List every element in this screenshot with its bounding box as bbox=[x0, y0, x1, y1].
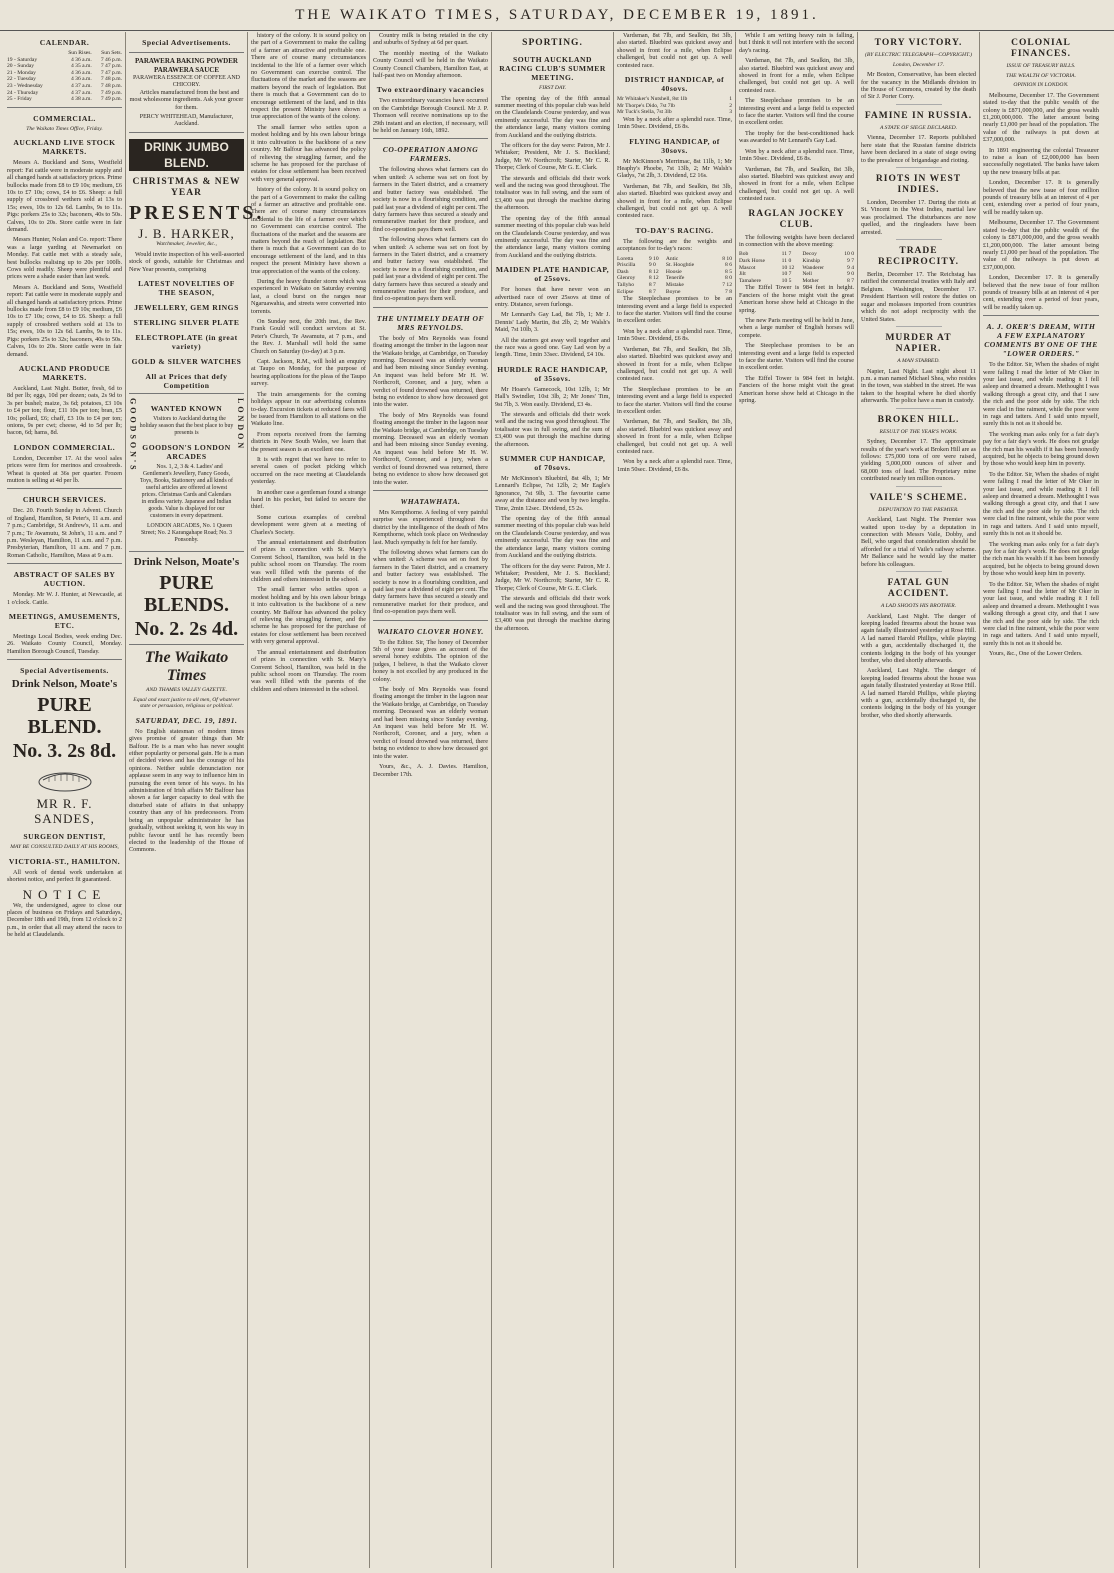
columns bbox=[4, 32, 1110, 1568]
murder-sub: A MAN STABBED. bbox=[897, 357, 940, 364]
stock-paragraph: Messrs A. Buckland and Sons, Westfield report: Fat cattle were in moderate supply and all changed hands at satisfactory prices. Prime bullocks made from £8 to £9 10s; medium, £6 10s to £7 10s; cows, £4 to £6. Sheep: a full supply of crossbred wethers sold at 13s to 15s; ewes, 10s to 12s 6d. Lambs, 9s to 11s. Pigs: porkers 25s to 32s; baconers, 40s to 50s. Calves, 10s to 20s. Store cattle were in fair demand. bbox=[7, 159, 122, 233]
abstract-paragraph: Monday. Mr W. J. Hunter, at Newcastle, at 1 o'clock. Cattle. bbox=[7, 591, 122, 606]
acceptances-heading: TO-DAY'S RACING. bbox=[635, 225, 714, 235]
nelson-ad-line-3: No. 3. 2s 8d. bbox=[12, 740, 117, 763]
divider bbox=[896, 486, 942, 487]
murder-paragraph: Napier, Last Night. Last night about 11 p.m. a man named Michael Shea, who resides in the town, was stabbed in the street. He was taken to the hospital where he died shortly afterwards. The police have a man in custody. bbox=[861, 367, 976, 405]
colonial-paragraph-3: London, December 17. It is generally believed that the new issue of four million pounds of treasury bills at an interest of 4 per cent, extending over a period of four years, will be readily taken up. bbox=[983, 179, 1099, 216]
result-row: Mr Tuck's Stella, 7st 3lb 3 bbox=[617, 109, 732, 116]
harker-name: J. B. HARKER, bbox=[138, 226, 235, 242]
stock-paragraph-repeat: Messrs A. Buckland and Sons, Westfield report: Fat cattle were in moderate supply and all changed hands at satisfactory prices. Prime bullocks made from £8 to £9 10s; medium, £6 10s to £7 10s; cows, £4 to £6. Sheep: a full supply of crossbred wethers sold at 13s to 15s; ewes, 10s to 12s 6d. Lambs, 9s to 11s. Pigs: porkers 25s to 32s; baconers, 40s to 50s. Calves, 10s to 20s. Store cattle were in fair demand. bbox=[7, 283, 122, 358]
riots-heading: RIOTS IN WEST INDIES. bbox=[875, 174, 962, 196]
vaile-heading: VAILE'S SCHEME. bbox=[869, 492, 968, 503]
weights-row: Dash 8 12 Hoosie 8 5 bbox=[617, 268, 732, 275]
sporting-paragraph: The stewards and officials did their work well and the racing was good throughout. The totalisator was in full swing, and the sum of £3,400 was put through the machine during the afternoon. bbox=[495, 411, 610, 448]
vaile-sub: DEPUTATION TO THE PREMIER. bbox=[878, 506, 959, 513]
hurdle-heading: HURDLE RACE HANDICAP, of 35sovs. bbox=[497, 364, 608, 383]
divider bbox=[896, 326, 942, 327]
broken-hill-paragraph: Sydney, December 17. The approximate results of the year's work at Broken Hill are as follows: £75,000 tons of ore were raised, yielding 5,000,000 ounces of silver and 68,000 tons of lead. The Proprietary mine contributed nearly ten million ounces. bbox=[861, 438, 976, 483]
dream-heading: A. J. OKER'S DREAM, WITH A FEW EXPLANATORY COMMENTS BY ONE OF THE "LOWER ORDERS." bbox=[984, 322, 1098, 359]
goodsons-heading: GOODSON'S LONDON ARCADES bbox=[142, 443, 231, 462]
gun-accident-paragraph: Auckland, Last Night. The danger of keeping loaded firearms about the house was again fatally illustrated yesterday at Rose Hill. A lad named Harold Phillips, while playing with a gun, accidentally discharged it, the contents lodging in the body of his younger brother, who died shortly afterwards. bbox=[861, 612, 976, 665]
abstract-heading: ABSTRACT OF SALES BY AUCTION. bbox=[13, 570, 116, 589]
race-paragraph: The Steeplechase promises to be an interesting event and a large field is expected to face the starter. Visitors will find the course in excellent order. bbox=[617, 385, 732, 415]
raglan-row: Mascot 10 12 Wanderer 9 4 bbox=[739, 264, 854, 271]
divider bbox=[129, 644, 244, 645]
produce-paragraph: Auckland, Last Night. Butter, fresh, 6d to 8d per lb; eggs, 10d per dozen; oats, 2s 9d to 3s per bushel; maize, 3s 6d; potatoes, £3 10s to £4 per ton; flour, £11 10s per ton; bran, £5 10s; pollard, £6; chaff, £3 10s to £4 per ton; onions, 9s per cwt; cheese, 4d to 5d per lb; bacon, 6d; hams, 8d. bbox=[7, 384, 122, 437]
church-paragraph: Dec. 20. Fourth Sunday in Advent. Church of England, Hamilton, St Peter's, 11 a.m. and 7 p.m.; Cambridge, St Andrew's, 11 a.m. and 7 p.m.; Te Awamutu, St John's, 11 a.m. and 7 p.m. Wesleyan, Hamilton, 11 a.m. and 7 p.m. Presbyterian, Hamilton, 11 a.m. and 7 p.m. Roman Catholic, Hamilton, Mass at 9 a.m. bbox=[7, 507, 122, 559]
maiden-heading: MAIDEN PLATE HANDICAP, of 25sovs. bbox=[495, 265, 610, 284]
flying-heading: FLYING HANDICAP, of 30sovs. bbox=[629, 136, 720, 155]
goodsons-vertical-left: GOODSON'S bbox=[128, 398, 138, 473]
race-paragraph: The Eiffel Tower is 984 feet in height. Fanciers of the horse might visit the great American horse show held at Chicago in the spring. bbox=[739, 284, 854, 314]
dream-paragraph-2: The working man asks only for a fair day's pay for a fair day's work. He does not grudge the rich man his wealth if it has been honestly acquired, but he objects to being ground down by those who would keep him in poverty. bbox=[983, 430, 1099, 468]
race-paragraph: The Steeplechase promises to be an interesting event and a large field is expected to face the starter. Visitors will find the course in excellent order. bbox=[739, 342, 854, 372]
trade-paragraph: Berlin, December 17. The Reichstag has ratified the commercial treaties with Italy and Belgium. Washington, December 17. President Harrison will restore the duties on sugar and molasses imported from countries which do not adopt reciprocity with the United States. bbox=[861, 271, 976, 323]
dream-paragraph-4: The working man asks only for a fair day's pay for a fair day's work. He does not grudge the rich man his wealth if it has been honestly acquired, but he objects to being ground down by those who would keep him in poverty. bbox=[983, 540, 1099, 578]
news-item: In another case a gentleman found a strange hand in his pocket, but failed to secure the thief. bbox=[251, 488, 366, 511]
colonial-paragraph: Melbourne, December 17. The Government stated to-day that the public wealth of the colony is £871,000,000, and the gross wealth £1,200,000,000. The latter amount being nearly £1,000 per head of the population. The value of the railways is put down at £37,000,000. bbox=[983, 91, 1099, 144]
column-4 bbox=[370, 32, 492, 1568]
race-paragraph: Won by a neck after a splendid race. Time, 1min 50sec. Dividend, £6 8s. bbox=[617, 115, 732, 131]
weights-row: Tallyho 8 7 Mistake 7 12 bbox=[617, 282, 732, 289]
news-item: Country milk is being retailed in the city and suburbs of Sydney at 6d per quart. bbox=[373, 32, 488, 47]
district-results-table bbox=[617, 96, 732, 116]
weights-row: Priscilla 9 0 St. Hooghtie 8 6 bbox=[617, 262, 732, 269]
goodsons-body bbox=[136, 398, 236, 547]
race-paragraph: Vardsman, 8st 7lb, and Sealkin, 8st 3lb, also started. Bluebird was quickest away and showed in front for a mile, when Eclipse challenged, but could not get up. A well contested race. bbox=[739, 165, 854, 203]
raglan-text: The following weights have been declared in connection with the above meeting: bbox=[739, 233, 854, 248]
gun-accident-sub: A LAD SHOOTS HIS BROTHER. bbox=[880, 603, 957, 609]
coop-paragraph-2: The following shows what farmers can do when united: A scheme was set on foot by farmers in the Taieri district, and a creamery and butter factory was established. The society is now in a flourishing condition, and paid last year a dividend of eight per cent. The dairy farmers have thus secured a steady and remunerative market for their produce, and find co-operation pays them well. bbox=[373, 236, 489, 303]
news-item: Some curious examples of cerebral development were given at a meeting of Charles's Society. bbox=[251, 513, 366, 536]
weights-row: Loretta 9 10 Antic 8 10 bbox=[617, 255, 732, 262]
stock-heading: AUCKLAND LIVE STOCK MARKETS. bbox=[13, 138, 116, 157]
divider bbox=[7, 488, 122, 489]
colonial-sub: ISSUE OF TREASURY BILLS. bbox=[1006, 63, 1076, 69]
calendar-row: 22 - Tuesday 4 36 a.m. 7 48 p.m. bbox=[7, 76, 122, 83]
race-paragraph: The Eiffel Tower is 984 feet in height. Fanciers of the horse might visit the great American horse show held at Chicago in the spring. bbox=[739, 374, 854, 404]
leader-paragraph: No English statesman of modern times gives promise of greater things than Mr Balfour. He is a man who has never sought either popularity or personal gain. He is a man of decided views and has the courage of his opinions. Neither subtle denunciation nor applause seem in any way to influence him in pursuing the even tenor of his ways. In his administration of Irish affairs Mr Balfour has shown a far larger capacity to deal with the disturbed state of affairs in that unhappy country than any of his predecessors. From being an unpopular administrator he has gradually, without seeking it, won his way in public favour until he has recently been elected to the leadership of the House of Commons. bbox=[129, 727, 244, 854]
riots-paragraph: London, December 17. During the riots at St. Vincent in the West Indies, martial law was proclaimed. The disturbances are now quelled, and the ringleaders have been arrested. bbox=[861, 199, 976, 236]
parawera-text: Articles manufactured from the best and most wholesome ingredients. Ask your grocer for them. bbox=[129, 89, 244, 111]
news-item: The train arrangements for the coming holidays appear in our advertising columns to-day. Excursion tickets at reduced fares will be issued from Hamilton to all stations on the Waikato line. bbox=[251, 390, 366, 428]
raglan-row: Jilt 10 7 Nell 9 0 bbox=[739, 271, 854, 278]
first-day: FIRST DAY. bbox=[538, 85, 567, 91]
divider bbox=[896, 571, 942, 572]
divider bbox=[7, 659, 122, 660]
sporting-paragraph: The officers for the day were: Patron, Mr J. Whitaker; President, Mr J. S. Buckland; Judge, Mr W. Northcroft; Starter, Mr C. R. Thorpe; Clerk of Course, Mr G. E. Clark. bbox=[495, 142, 610, 172]
dream-paragraph-3: To the Editor. Sir, When the shades of night were falling I read the letter of Mr Oker in your last issue, and while reading it I fell asleep and dreamed a dream. Methought I was walking through a great city, and that I saw the rich and the poor side by side. The rich were clad in fine raiment, while the poor were in rags and tatters. And I said unto myself, surely this is not as it should be. bbox=[983, 470, 1099, 538]
death-paragraph-2: The body of Mrs Reynolds was found floating amongst the timber in the lagoon near the Waikato bridge, at Cambridge, on Tuesday morning. Deceased was an elderly woman and had been missing since Sunday evening. An inquest was held before Mr H. W. Northcroft, Coroner, and a jury, when a verdict of found drowned was returned, there being no evidence to show how deceased got into the water. bbox=[373, 411, 488, 486]
produce-heading: AUCKLAND PRODUCE MARKETS. bbox=[18, 363, 111, 382]
london-paragraph: London, December 17. At the wool sales prices were firm for merinos and crossbreds. Wheat is quoted at 36s per quarter. Frozen mutton is selling at 4d per lb. bbox=[7, 454, 122, 484]
column-5 bbox=[492, 32, 614, 1568]
special-ads-heading-2: Special Advertisements. bbox=[142, 38, 231, 47]
calendar-row: 24 - Thursday 4 37 a.m. 7 49 p.m. bbox=[7, 89, 122, 96]
race-paragraph: Won by a neck after a splendid race. Time, 1min 50sec. Dividend, £6 8s. bbox=[617, 458, 732, 473]
sporting-paragraph: The officers for the day were: Patron, Mr J. Whitaker; President, Mr J. S. Buckland; Judge, Mr W. Northcroft; Starter, Mr C. R. Thorpe; Clerk of Course, Mr G. E. Clark. bbox=[495, 562, 610, 592]
weights-table bbox=[617, 256, 732, 296]
divider bbox=[373, 620, 488, 621]
divider bbox=[896, 167, 942, 168]
acceptances-text: The following are the weights and acceptances for to-day's races: bbox=[617, 237, 732, 253]
race-paragraph: While I am writing heavy rain is falling, but I think it will not interfere with the second day's racing. bbox=[739, 32, 854, 54]
whatawhata-paragraph-2: The following shows what farmers can do when united: A scheme was set on foot by farmers in the Taieri district, and a creamery and butter factory was established. The society is now in a flourishing condition, and paid last year a dividend of eight per cent. The dairy farmers have thus secured a steady and remunerative market for their produce, and find co-operation pays them well. bbox=[373, 548, 489, 616]
colonial-paragraph-4: Melbourne, December 17. The Government stated to-day that the public wealth of the colony is £871,000,000, and the gross wealth £1,200,000,000. The latter amount being nearly £1,000 per head of the population. The value of the railways is put down at £37,000,000. bbox=[983, 219, 1099, 271]
divider bbox=[7, 107, 122, 108]
special-ads-heading: Special Advertisements. bbox=[20, 666, 109, 676]
xmas-heading: CHRISTMAS & NEW YEAR bbox=[132, 177, 241, 199]
honey-heading: WAIKATO CLOVER HONEY. bbox=[377, 626, 484, 636]
london-heading: LONDON COMMERCIAL. bbox=[13, 442, 116, 452]
sandes-name: MR R. F. SANDES, bbox=[34, 796, 95, 827]
honey-signature: Yours, &c., A. J. Davies. Hamilton, December 17th. bbox=[373, 763, 488, 778]
column-8 bbox=[858, 32, 980, 1568]
tory-heading: TORY VICTORY. bbox=[874, 38, 963, 48]
divider bbox=[983, 315, 1099, 316]
calendar-row: 21 - Monday 4 36 a.m. 7 47 p.m. bbox=[7, 69, 122, 76]
divider bbox=[7, 563, 122, 564]
stock-paragraph-2: Messrs Hunter, Nolan and Co. report: There was a large yarding at Newmarket on Monday. Fat cattle met with a steady sale, best bullocks realising up to 20s per 100lb. Cows sold readily. Sheep were plentiful and prices were a shade easier than last week. bbox=[7, 236, 122, 281]
summer-cup-result: Mr McKinnon's Bluebird, 8st 4lb, 1; Mr Lennard's Eclipse, 7st 12lb, 2; Mr Eagle's Ignorance, 7st 9lb, 3. The favourite came away at the distance and won by two lengths. Time, 2min 12sec. Dividend, £5 2s. bbox=[495, 475, 610, 512]
calendar-table bbox=[7, 50, 122, 103]
sporting-paragraph: The opening day of the fifth annual summer meeting of this popular club was held on the Claudelands Course yesterday, and was eminently successful. The day was fine and the attendance large, many visitors coming from Auckland and the outlying districts. bbox=[495, 515, 610, 560]
sporting-paragraph: The stewards and officials did their work well and the racing was good throughout. The totalisator was in full swing, and the sum of £3,400 was put through the machine during the afternoon. bbox=[495, 595, 610, 632]
wanted-text: Visitors to Auckland during the holiday season that the best place to buy presents is bbox=[139, 416, 234, 437]
news-item: The monthly meeting of the Waikato County Council will be held in the Waikato County Council Chambers, Hamilton East, at half-past two on Monday afternoon. bbox=[373, 49, 488, 80]
news-item: From reports received from the farming districts in New South Wales, we learn that the present season is an excellent one. bbox=[251, 430, 366, 453]
weights-row: Eclipse 8 7 Boyne 7 8 bbox=[617, 288, 732, 295]
column-3 bbox=[248, 32, 370, 1568]
maiden-conditions: For horses that have never won an advertised race of over 25sovs at time of entry. Distance, seven furlongs. bbox=[495, 286, 610, 308]
paper-subtitle: AND THAMES VALLEY GAZETTE. bbox=[145, 687, 227, 694]
divider bbox=[373, 138, 488, 139]
sandes-consulted: MAY BE CONSULTED DAILY AT HIS ROOMS, bbox=[10, 844, 119, 851]
tory-paragraph: Mr Boston, Conservative, has been elected for the vacancy in the Midlands division in the House of Commons, created by the death of Sir J. Porter Corry. bbox=[861, 71, 976, 101]
whatawhata-paragraph: Mrs Kempthorne. A feeling of very painful surprise was experienced throughout the district by the intelligence of the death of Mrs Kempthorne, which took place on Wednesday last. Much sympathy is felt for her family. bbox=[373, 508, 488, 546]
honey-paragraph-2: The body of Mrs Reynolds was found floating amongst the timber in the lagoon near the Waikato bridge, at Cambridge, on Tuesday morning. Deceased was an elderly woman and had been missing since Sunday evening. An inquest was held before Mr H. W. Northcroft, Coroner, and a jury, when a verdict of found drowned was returned, there being no evidence to show how deceased got into the water. bbox=[373, 686, 488, 760]
paper-nameplate: The Waikato Times bbox=[144, 649, 229, 685]
paper-motto: Equal and exact justice to all men, Of whatever state or persuasion, religious or political. bbox=[133, 696, 240, 710]
raglan-row: Bob 11 7 Decoy 10 0 bbox=[739, 251, 854, 258]
raglan-row: Tamahere 10 5 Mother 8 7 bbox=[739, 277, 854, 284]
raglan-heading: RAGLAN JOCKEY CLUB. bbox=[748, 208, 845, 230]
news-item: It is with regret that we have to refer to several cases of pocket picking which occurred on the race meeting at Claudelands yesterday. bbox=[251, 455, 366, 486]
column-9 bbox=[980, 32, 1102, 1568]
goodsons-ad bbox=[129, 398, 244, 547]
murder-heading: MURDER AT NAPIER. bbox=[885, 332, 952, 354]
trophy-paragraph: The trophy for the best-conditioned hack was awarded to Mr Lennard's Gay Lad. bbox=[739, 129, 854, 145]
famine-paragraph: Vienna, December 17. Reports published here state that the Russian famine districts have been declared in a state of siege owing to the prevalence of brigandage and rioting. bbox=[861, 134, 976, 164]
news-item: The small farmer who settles upon a modest holding and by his own labour brings it into cultivation is the backbone of a new country. Mr Balfour has advanced the policy of relieving the struggling farmer, and the scheme he has proposed for the purchase of estates for close settlement has been received with very general approval. bbox=[251, 586, 366, 646]
divider bbox=[896, 408, 942, 409]
sandes-title: SURGEON DENTIST, bbox=[23, 832, 106, 842]
sporting-heading: SPORTING. bbox=[522, 38, 583, 48]
jumbo-blend-ad: DRINK JUMBO BLEND. bbox=[129, 139, 244, 171]
sporting-subheading: SOUTH AUCKLAND RACING CLUB'S SUMMER MEETING. bbox=[499, 55, 606, 82]
news-item: The annual entertainment and distribution of prizes in connection with St. Mary's Convent School, Hamilton, was held in the public school room on Thursday. The room was well filled with the parents of the children and others interested in the school. bbox=[251, 539, 366, 584]
parawera-ad bbox=[129, 52, 244, 133]
harker-item: ELECTROPLATE (in great variety) bbox=[135, 333, 238, 352]
denture-illustration-icon bbox=[35, 766, 95, 792]
weights-row: Glenroy 8 12 Tenerife 8 0 bbox=[617, 275, 732, 282]
calendar-row: 19 - Saturday 4 36 a.m. 7 46 p.m. bbox=[7, 56, 122, 63]
race-paragraph: Won by a neck after a splendid race. Time, 1min 50sec. Dividend, £6 8s. bbox=[617, 327, 732, 343]
parawera-sauce: PARAWERA SAUCE bbox=[153, 66, 220, 74]
divider bbox=[373, 490, 488, 491]
church-heading: CHURCH SERVICES. bbox=[22, 495, 107, 505]
sporting-paragraph: The stewards and officials did their work well and the racing was good throughout. The totalisator was in full swing, and the sum of £3,400 was put through the machine during the afternoon. bbox=[495, 174, 610, 212]
colonial-heading: COLONIAL FINANCES. bbox=[1011, 38, 1071, 59]
meetings-heading: MEETINGS, AMUSEMENTS, ETC. bbox=[8, 612, 121, 631]
notice-heading: NOTICE bbox=[22, 886, 107, 902]
dream-signature: Yours, &c., One of the Lower Orders. bbox=[989, 650, 1083, 658]
commercial-subheading: The Waikato Times Office, Friday. bbox=[26, 125, 103, 132]
leader-dateline: SATURDAY, DEC. 19, 1891. bbox=[135, 715, 238, 725]
gun-accident-heading: FATAL GUN ACCIDENT. bbox=[887, 578, 950, 599]
harker-item: GOLD & SILVER WATCHES bbox=[131, 357, 242, 367]
news-item: During the heavy thunder storm which was experienced in Waikato on Saturday evening last, a cloud burst on the ranges near Ngaruawahia, and streets were converted into torrents. bbox=[251, 278, 366, 315]
race-paragraph: The Steeplechase promises to be an interesting event and a large field is expected to face the starter. Visitors will find the course in excellent order. bbox=[617, 295, 732, 325]
goodsons-footer: LONDON ARCADES, No. 1 Queen Street; No. 2 Karangahape Road; No. 3 Ponsonby. bbox=[140, 523, 233, 544]
presents-heading: PRESENTS. bbox=[129, 202, 265, 225]
gun-accident-paragraph-2: Auckland, Last Night. The danger of keeping loaded firearms about the house was again fatally illustrated yesterday at Rose Hill. A lad named Harold Phillips, while playing with a gun, accidentally discharged it, the contents lodging in the body of his younger brother, who died shortly afterwards. bbox=[861, 667, 976, 719]
vacancies-heading: Two extraordinary vacancies bbox=[376, 85, 485, 95]
calendar-row: 25 - Friday 4 38 a.m. 7 49 p.m. bbox=[7, 96, 122, 103]
divider bbox=[129, 551, 244, 552]
notice-paragraph: We, the undersigned, agree to close our places of business on Fridays and Saturdays, December 18th and 19th, from 12 o'clock to 2 p.m., in order that all may attend the races to be held at Claudelands. bbox=[7, 901, 122, 939]
harker-item: STERLING SILVER PLATE bbox=[133, 318, 240, 328]
news-item: The annual entertainment and distribution of prizes in connection with St. Mary's Convent School, Hamilton, was held in the public school room on Thursday. The room was well filled with the parents of the children and others interested in the school. bbox=[251, 648, 366, 693]
nelson-ad-2-line-1: Drink Nelson, Moate's bbox=[133, 556, 240, 569]
vacancies-paragraph: Two extraordinary vacancies have occurred on the Cambridge Borough Council. Mr J. P. Thomson will receive nominations up to the 29th instant and an election, if necessary, will be held on January 16th, 1892. bbox=[373, 97, 488, 135]
colonial-sub-3: OPINION IN LONDON. bbox=[1013, 82, 1069, 89]
coop-heading: CO-OPERATION AMONG FARMERS. bbox=[382, 145, 479, 164]
tory-dateline: London, December 17. bbox=[892, 61, 945, 68]
raglan-weights-table bbox=[739, 251, 854, 284]
harker-sub: Watchmaker, Jeweller, &c., bbox=[156, 241, 217, 248]
broken-hill-heading: BROKEN HILL. bbox=[877, 414, 960, 425]
race-paragraph: The Steeplechase promises to be an interesting event and a large field is expected to face the starter. Visitors will find the course in excellent order. bbox=[739, 97, 854, 127]
harker-footer: All at Prices that defy Competition bbox=[129, 372, 244, 394]
divider bbox=[373, 307, 488, 308]
summer-cup-heading: SUMMER CUP HANDICAP, of 70sovs. bbox=[499, 454, 606, 473]
famine-sub: A STATE OF SIEGE DECLARED. bbox=[879, 124, 958, 131]
divider bbox=[896, 104, 942, 105]
dream-paragraph-5: To the Editor. Sir, When the shades of night were falling I read the letter of Mr Oker in your last issue, and while reading it I fell asleep and dreamed a dream. Methought I was walking through a great city, and that I saw the rich and the poor side by side. The rich were clad in fine raiment, while the poor were in rags and tatters. And I said unto myself, surely this is not as it should be. bbox=[983, 580, 1099, 647]
harker-text: Would invite inspection of his well-assorted stock of goods, suitable for Christmas and New Year presents, comprising bbox=[129, 250, 244, 273]
dream-paragraph: To the Editor. Sir, When the shades of night were falling I read the letter of Mr Oker in your last issue, and while reading it I fell asleep and dreamed a dream. Methought I was walking through a great city, and that I saw the rich and the poor side by side. The rich were clad in fine raiment, while the poor were in rags and tatters. And I said unto myself, surely this is not as it should be. bbox=[983, 361, 1099, 428]
famine-heading: FAMINE IN RUSSIA. bbox=[864, 110, 973, 121]
race-paragraph: Vardsman, 8st 7lb, and Sealkin, 8st 3lb, also started. Bluebird was quickest away and showed in front for a mile, when Eclipse challenged, but could not get up. A well contested race. bbox=[617, 418, 732, 455]
race-paragraph: Won by a neck after a splendid race. Time, 1min 50sec. Dividend, £6 8s. bbox=[739, 147, 854, 163]
race-paragraph: Vardsman, 8st 7lb, and Sealkin, 8st 3lb, also started. Bluebird was quickest away and showed in front for a mile, when Eclipse challenged, but could not get up. A well contested race. bbox=[617, 345, 732, 383]
divider bbox=[896, 239, 942, 240]
parawera-baking-powder: PARAWERA BAKING POWDER bbox=[135, 57, 238, 65]
honey-paragraph: To the Editor. Sir, The honey of December 5th of your issue gives an account of the several honey exhibits. The opinion of the judges, I believe, is that the Waikato clover honey is not excelled by any produced in the colony. bbox=[373, 638, 488, 683]
maiden-result: Mr Lennard's Gay Lad, 8st 7lb, 1; Mr J. Dennis' Lady Martin, 8st 2lb, 2; Mr Walsh's Maid, 7st 10lb, 3. bbox=[495, 311, 610, 334]
nelson-ad-2-line-2: PURE BLENDS. bbox=[143, 572, 230, 617]
harker-latest: LATEST NOVELTIES OF THE SEASON, bbox=[138, 279, 235, 298]
hurdle-result: Mr Hoare's Gamecock, 10st 12lb, 1; Mr Hall's Swindler, 10st 3lb, 2; Mr Jones' Tim, 9st 7lb, 3. Won easily. Dividend, £3 4s. bbox=[495, 385, 610, 408]
sporting-paragraph: The opening day of the fifth annual summer meeting of this popular club was held on the Claudelands Course yesterday, and was eminently successful. The day was fine and the attendance large, many visitors coming from Auckland and the outlying districts. bbox=[495, 214, 610, 259]
article-paragraph: The small farmer who settles upon a modest holding and by his own labour brings it into cultivation is the backbone of a new country. Mr Balfour has advanced the policy of relieving the struggling farmer, and the scheme he has proposed for the purchase of estates for close settlement has been received with very general approval. bbox=[251, 123, 366, 183]
race-paragraph: Vardsman, 8st 7lb, and Sealkin, 8st 3lb, also started. Bluebird was quickest away and showed in front for a mile, when Eclipse challenged, but could not get up. A well contested race. bbox=[739, 57, 854, 94]
result-row: Mr Whitaker's Nutshell, 8st 1lb 1 bbox=[617, 96, 732, 103]
nelson-ad-line-1: Drink Nelson, Moate's bbox=[11, 678, 118, 691]
tory-sub: (BY ELECTRIC TELEGRAPH—COPYRIGHT.) bbox=[865, 52, 972, 58]
death-heading: THE UNTIMELY DEATH OF MRS REYNOLDS. bbox=[376, 313, 485, 332]
calendar-row: 20 - Sunday 4 35 a.m. 7 47 p.m. bbox=[7, 63, 122, 70]
article-paragraph: history of the colony. It is sound policy on the part of a Government to make the calling of a farmer an attractive and profitable one. There are of course many circumstances incidental to the life of a farmer over which no Government can exercise control. The fluctuations of the market and the seasons are matters beyond the reach of legislation. But there is much that a Government can do to encourage settlement of the land, and in this respect the present Ministry have shown a true appreciation of the wants of the colony. bbox=[251, 186, 366, 275]
coop-paragraph: The following shows what farmers can do when united: A scheme was set on foot by farmers in the Taieri district, and a creamery and butter factory was established. The society is now in a flourishing condition, and paid last year a dividend of eight per cent. The dairy farmers have thus secured a steady and remunerative market for their produce, and find co-operation pays them well. bbox=[373, 166, 489, 233]
flying-result: Mr McKinnon's Merrimac, 8st 11lb, 1; Mr Heaphy's Phoebe, 7st 13lb, 2; Mr Walsh's Gladys, 7st 2lb, 3. Dividend, £2 16s. bbox=[617, 157, 732, 180]
news-item: On Sunday next, the 20th inst., the Rev. Frank Gould will conduct services at St. Peter's Church, Te Awamutu, at 7 p.m., and the Rev. J. Marshall will hold the same Church on Saturday (to-day) at 3 p.m. bbox=[251, 318, 366, 355]
goodsons-text: Nos. 1, 2, 3 & 4. Ladies' and Gentlemen's Jewellery, Fancy Goods, Toys, Books, Stationery and all kinds of useful articles are offered at lowest prices. Christmas Cards and Calendars in endless variety. Japanese and Indian goods. Value is displayed for our customers in every department. bbox=[140, 464, 233, 520]
race-paragraph: Vardsman, 8st 7lb, and Sealkin, 8st 3lb, also started. Bluebird was quickest away and showed in front for a mile, when Eclipse challenged, but could not get up. A well contested race. bbox=[617, 32, 732, 69]
column-6 bbox=[614, 32, 736, 1568]
whatawhata-heading: WHATAWHATA. bbox=[400, 496, 461, 506]
column-1 bbox=[4, 32, 126, 1568]
sandes-note: All work of dental work undertaken at shortest notice, and perfect fit guaranteed. bbox=[7, 868, 122, 884]
result-row: Mr Thorpe's Dido, 7st 7lb 2 bbox=[617, 102, 732, 109]
race-paragraph: The new Paris meeting will be held in June, when a large number of English horses will compete. bbox=[739, 316, 854, 339]
harker-item: JEWELLERY, GEM RINGS bbox=[134, 303, 239, 313]
colonial-sub-2: THE WEALTH OF VICTORIA. bbox=[1005, 72, 1077, 79]
parawera-essence: PARAWERA ESSENCE OF COFFEE AND CHICORY. bbox=[133, 75, 240, 88]
masthead: THE WAIKATO TIMES, SATURDAY, DECEMBER 19, 1891. bbox=[0, 0, 1114, 31]
race-paragraph: Vardsman, 8st 7lb, and Sealkin, 8st 3lb, also started. Bluebird was quickest away and showed in front for a mile, when Eclipse challenged, but could not get up. A well contested race. bbox=[617, 182, 732, 220]
district-handicap-heading: DISTRICT HANDICAP, of 40sovs. bbox=[624, 75, 725, 94]
trade-heading: TRADE RECIPROCITY. bbox=[877, 246, 960, 268]
calendar-heading: CALENDAR. bbox=[39, 38, 90, 47]
column-2 bbox=[126, 32, 265, 1568]
sporting-paragraph: The opening day of the fifth annual summer meeting of this popular club was held on the Claudelands Course yesterday, and was eminently successful. The day was fine and the attendance large, many visitors coming from Auckland and the outlying districts. bbox=[495, 94, 610, 139]
calendar-row: 23 - Wednesday 4 37 a.m. 7 48 p.m. bbox=[7, 82, 122, 89]
goodsons-vertical-right: LONDON bbox=[236, 398, 245, 452]
colonial-paragraph-2: In 1891 engineering the colonial Treasurer to raise a loan of £2,000,000 has been successfully negotiated. The banks have taken up the new treasury bills at par. bbox=[983, 146, 1099, 176]
vaile-paragraph: Auckland, Last Night. The Premier was waited upon to-day by a deputation in connection with Messrs Vaile, Dobby, and Bell, who urged that consideration should be afforded for a trial of Vaile's railway scheme. Mr Ballance said he would lay the matter before his colleagues. bbox=[861, 516, 976, 568]
commercial-heading: COMMERCIAL. bbox=[33, 113, 96, 123]
sandes-address: VICTORIA-ST., HAMILTON. bbox=[8, 856, 121, 866]
nelson-ad-line-2: PURE BLEND. bbox=[27, 694, 102, 739]
meetings-paragraph: Meetings Local Bodies, week ending Dec. 26. Waikato County Council, Monday. Hamilton Borough Council, Tuesday. bbox=[7, 633, 122, 655]
nelson-ad-2-line-3: No. 2. 2s 4d. bbox=[134, 618, 239, 641]
colonial-paragraph-5: London, December 17. It is generally believed that the new issue of four million pounds of treasury bills at an interest of 4 per cent, extending over a period of four years, will be readily taken up. bbox=[983, 274, 1099, 311]
raglan-row: Dark Horse 11 0 Kinship 9 7 bbox=[739, 257, 854, 264]
broken-hill-sub: RESULT OF THE YEAR'S WORK. bbox=[879, 428, 958, 435]
parawera-maker: PERCY WHITEHEAD, Manufacturer, Auckland. bbox=[139, 114, 234, 128]
death-paragraph: The body of Mrs Reynolds was found floating amongst the timber in the lagoon near the Waikato bridge, at Cambridge, on Tuesday morning. Deceased was an elderly woman and had been missing since Sunday evening. An inquest was held before Mr H. W. Northcroft, Coroner, and a jury, when a verdict of found drowned was returned, there being no evidence to show how deceased got into the water. bbox=[373, 334, 488, 409]
calendar-header-row: Sun Rises. Sun Sets. bbox=[68, 50, 122, 56]
wanted-known: WANTED KNOWN bbox=[150, 404, 223, 414]
maiden-description: All the starters got away well together and the race was a good one. Gay Lad won by a length. Time, 1min 33sec. Dividend, £4 10s. bbox=[495, 336, 610, 359]
article-paragraph: history of the colony. It is sound policy on the part of a Government to make the calling of a farmer an attractive and profitable one. There are of course many circumstances incidental to the life of a farmer over which no Government can exercise control. The fluctuations of the market and the seasons are matters beyond the reach of legislation. But there is much that a Government can do to encourage settlement of the land, and in this respect the present Ministry have shown a true appreciation of the wants of the colony. bbox=[251, 32, 366, 121]
column-7 bbox=[736, 32, 858, 1568]
news-item: Capt. Jackson, R.M., will hold an enquiry at Taupo on Monday, for the purpose of hearing applications for the pleas of the Taupo survey. bbox=[251, 358, 366, 388]
